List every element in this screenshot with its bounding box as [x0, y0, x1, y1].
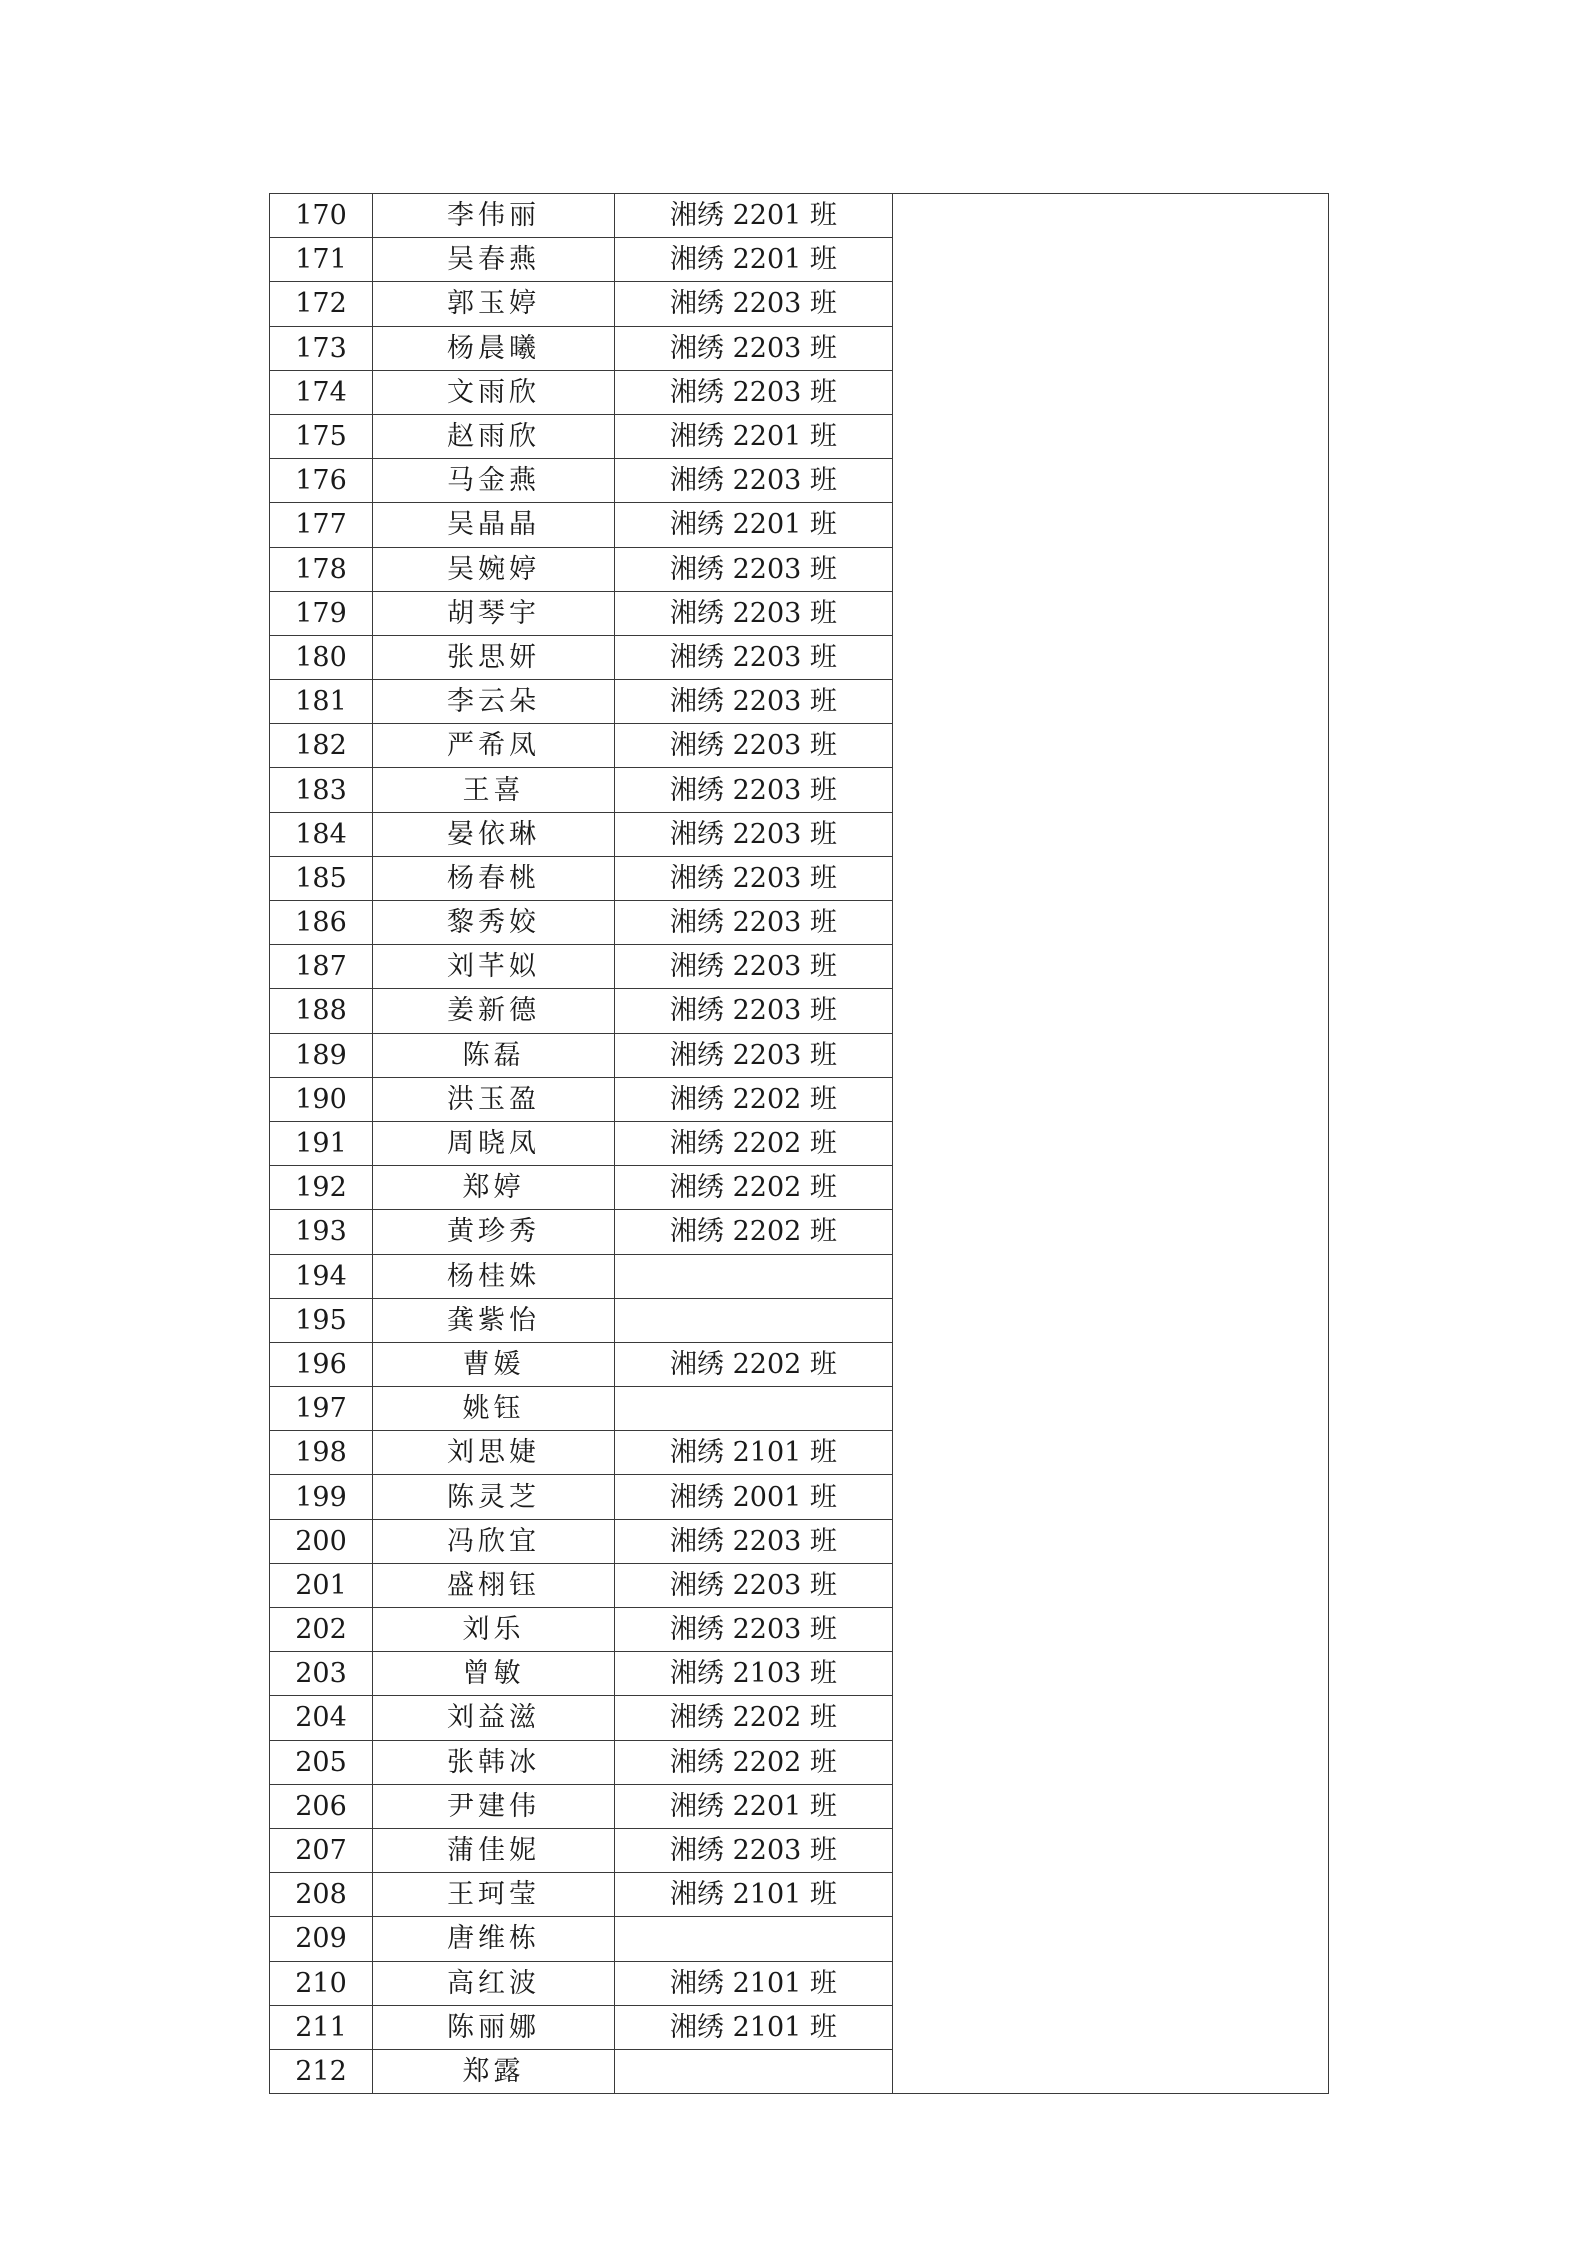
class-name-cell — [615, 1254, 893, 1298]
student-name-cell: 陈丽娜 — [373, 2005, 615, 2049]
student-name-cell: 文雨欣 — [373, 370, 615, 414]
class-name-cell: 湘绣 2203 班 — [615, 1033, 893, 1077]
student-name-cell: 郑婷 — [373, 1166, 615, 1210]
student-name-cell: 姜新德 — [373, 989, 615, 1033]
student-name-cell: 王喜 — [373, 768, 615, 812]
student-name-cell: 胡琴宇 — [373, 591, 615, 635]
row-number-cell: 210 — [270, 1961, 373, 2005]
student-name-cell: 龚紫怡 — [373, 1298, 615, 1342]
row-number-cell: 180 — [270, 635, 373, 679]
student-name-cell: 姚钰 — [373, 1387, 615, 1431]
row-number-cell: 171 — [270, 238, 373, 282]
row-number-cell: 178 — [270, 547, 373, 591]
row-number-cell: 174 — [270, 370, 373, 414]
row-number-cell: 200 — [270, 1519, 373, 1563]
roster-table-body — [270, 194, 1329, 2094]
class-name-cell: 湘绣 2103 班 — [615, 1652, 893, 1696]
student-name-cell: 曹媛 — [373, 1342, 615, 1386]
class-name-cell: 湘绣 2203 班 — [615, 1519, 893, 1563]
class-name-cell: 湘绣 2202 班 — [615, 1166, 893, 1210]
row-number-cell: 173 — [270, 326, 373, 370]
class-name-cell: 湘绣 2202 班 — [615, 1121, 893, 1165]
class-name-cell: 湘绣 2203 班 — [615, 680, 893, 724]
class-name-cell: 湘绣 2001 班 — [615, 1475, 893, 1519]
student-name-cell: 刘思婕 — [373, 1431, 615, 1475]
class-name-cell: 湘绣 2203 班 — [615, 812, 893, 856]
row-number-cell: 202 — [270, 1608, 373, 1652]
class-name-cell: 湘绣 2203 班 — [615, 591, 893, 635]
student-name-cell: 严希凤 — [373, 724, 615, 768]
row-number-cell: 179 — [270, 591, 373, 635]
row-number-cell: 191 — [270, 1121, 373, 1165]
class-name-cell: 湘绣 2101 班 — [615, 1873, 893, 1917]
class-name-cell: 湘绣 2202 班 — [615, 1696, 893, 1740]
row-number-cell: 196 — [270, 1342, 373, 1386]
class-name-cell — [615, 1917, 893, 1961]
row-number-cell: 182 — [270, 724, 373, 768]
class-name-cell: 湘绣 2201 班 — [615, 238, 893, 282]
row-number-cell: 204 — [270, 1696, 373, 1740]
class-name-cell: 湘绣 2101 班 — [615, 1961, 893, 2005]
class-name-cell: 湘绣 2203 班 — [615, 370, 893, 414]
row-number-cell: 198 — [270, 1431, 373, 1475]
student-name-cell: 张韩冰 — [373, 1740, 615, 1784]
class-name-cell: 湘绣 2202 班 — [615, 1210, 893, 1254]
student-name-cell: 郭玉婷 — [373, 282, 615, 326]
student-name-cell: 张思妍 — [373, 635, 615, 679]
student-name-cell: 杨春桃 — [373, 856, 615, 900]
row-number-cell: 172 — [270, 282, 373, 326]
student-name-cell: 蒲佳妮 — [373, 1828, 615, 1872]
row-number-cell: 201 — [270, 1563, 373, 1607]
row-number-cell: 188 — [270, 989, 373, 1033]
student-name-cell: 吴晶晶 — [373, 503, 615, 547]
row-number-cell: 206 — [270, 1784, 373, 1828]
row-number-cell: 207 — [270, 1828, 373, 1872]
student-name-cell: 刘益滋 — [373, 1696, 615, 1740]
row-number-cell: 186 — [270, 901, 373, 945]
student-name-cell: 冯欣宜 — [373, 1519, 615, 1563]
row-number-cell: 197 — [270, 1387, 373, 1431]
class-name-cell — [615, 2049, 893, 2093]
student-name-cell: 杨晨曦 — [373, 326, 615, 370]
class-name-cell: 湘绣 2201 班 — [615, 414, 893, 458]
student-name-cell: 郑露 — [373, 2049, 615, 2093]
class-name-cell: 湘绣 2203 班 — [615, 326, 893, 370]
student-name-cell: 唐维栋 — [373, 1917, 615, 1961]
row-number-cell: 195 — [270, 1298, 373, 1342]
remarks-cell — [893, 194, 1329, 2094]
student-name-cell: 李云朵 — [373, 680, 615, 724]
row-number-cell: 175 — [270, 414, 373, 458]
class-name-cell: 湘绣 2202 班 — [615, 1077, 893, 1121]
class-name-cell: 湘绣 2201 班 — [615, 1784, 893, 1828]
row-number-cell: 190 — [270, 1077, 373, 1121]
class-name-cell: 湘绣 2202 班 — [615, 1740, 893, 1784]
row-number-cell: 192 — [270, 1166, 373, 1210]
row-number-cell: 211 — [270, 2005, 373, 2049]
row-number-cell: 177 — [270, 503, 373, 547]
student-name-cell: 王珂莹 — [373, 1873, 615, 1917]
row-number-cell: 185 — [270, 856, 373, 900]
row-number-cell: 194 — [270, 1254, 373, 1298]
student-name-cell: 高红波 — [373, 1961, 615, 2005]
student-name-cell: 陈磊 — [373, 1033, 615, 1077]
row-number-cell: 193 — [270, 1210, 373, 1254]
class-name-cell: 湘绣 2203 班 — [615, 901, 893, 945]
class-name-cell: 湘绣 2202 班 — [615, 1342, 893, 1386]
class-name-cell: 湘绣 2203 班 — [615, 1828, 893, 1872]
student-name-cell: 马金燕 — [373, 459, 615, 503]
class-name-cell: 湘绣 2203 班 — [615, 945, 893, 989]
class-name-cell: 湘绣 2203 班 — [615, 768, 893, 812]
student-name-cell: 晏依琳 — [373, 812, 615, 856]
class-name-cell: 湘绣 2201 班 — [615, 194, 893, 238]
row-number-cell: 205 — [270, 1740, 373, 1784]
row-number-cell: 181 — [270, 680, 373, 724]
row-number-cell: 187 — [270, 945, 373, 989]
class-name-cell: 湘绣 2101 班 — [615, 1431, 893, 1475]
row-number-cell: 203 — [270, 1652, 373, 1696]
class-name-cell — [615, 1387, 893, 1431]
student-name-cell: 刘乐 — [373, 1608, 615, 1652]
row-number-cell: 189 — [270, 1033, 373, 1077]
student-name-cell: 李伟丽 — [373, 194, 615, 238]
student-name-cell: 陈灵芝 — [373, 1475, 615, 1519]
class-name-cell: 湘绣 2203 班 — [615, 547, 893, 591]
student-name-cell: 曾敏 — [373, 1652, 615, 1696]
student-name-cell: 周晓凤 — [373, 1121, 615, 1165]
class-name-cell: 湘绣 2203 班 — [615, 1563, 893, 1607]
class-name-cell: 湘绣 2203 班 — [615, 1608, 893, 1652]
row-number-cell: 184 — [270, 812, 373, 856]
row-number-cell: 176 — [270, 459, 373, 503]
student-name-cell: 尹建伟 — [373, 1784, 615, 1828]
student-name-cell: 黄珍秀 — [373, 1210, 615, 1254]
student-name-cell: 赵雨欣 — [373, 414, 615, 458]
class-name-cell: 湘绣 2203 班 — [615, 459, 893, 503]
student-name-cell: 黎秀姣 — [373, 901, 615, 945]
class-name-cell: 湘绣 2203 班 — [615, 856, 893, 900]
class-name-cell: 湘绣 2201 班 — [615, 503, 893, 547]
class-name-cell: 湘绣 2203 班 — [615, 989, 893, 1033]
student-name-cell: 洪玉盈 — [373, 1077, 615, 1121]
row-number-cell: 212 — [270, 2049, 373, 2093]
row-number-cell: 199 — [270, 1475, 373, 1519]
row-number-cell: 209 — [270, 1917, 373, 1961]
class-name-cell: 湘绣 2101 班 — [615, 2005, 893, 2049]
student-name-cell: 刘芊姒 — [373, 945, 615, 989]
student-name-cell: 盛栩钰 — [373, 1563, 615, 1607]
student-name-cell: 吴婉婷 — [373, 547, 615, 591]
roster-table — [269, 193, 1329, 2094]
student-name-cell: 杨桂姝 — [373, 1254, 615, 1298]
class-name-cell: 湘绣 2203 班 — [615, 724, 893, 768]
row-number-cell: 170 — [270, 194, 373, 238]
class-name-cell — [615, 1298, 893, 1342]
student-name-cell: 吴春燕 — [373, 238, 615, 282]
row-number-cell: 183 — [270, 768, 373, 812]
row-number-cell: 208 — [270, 1873, 373, 1917]
class-name-cell: 湘绣 2203 班 — [615, 635, 893, 679]
class-name-cell: 湘绣 2203 班 — [615, 282, 893, 326]
table-row — [270, 194, 1329, 238]
